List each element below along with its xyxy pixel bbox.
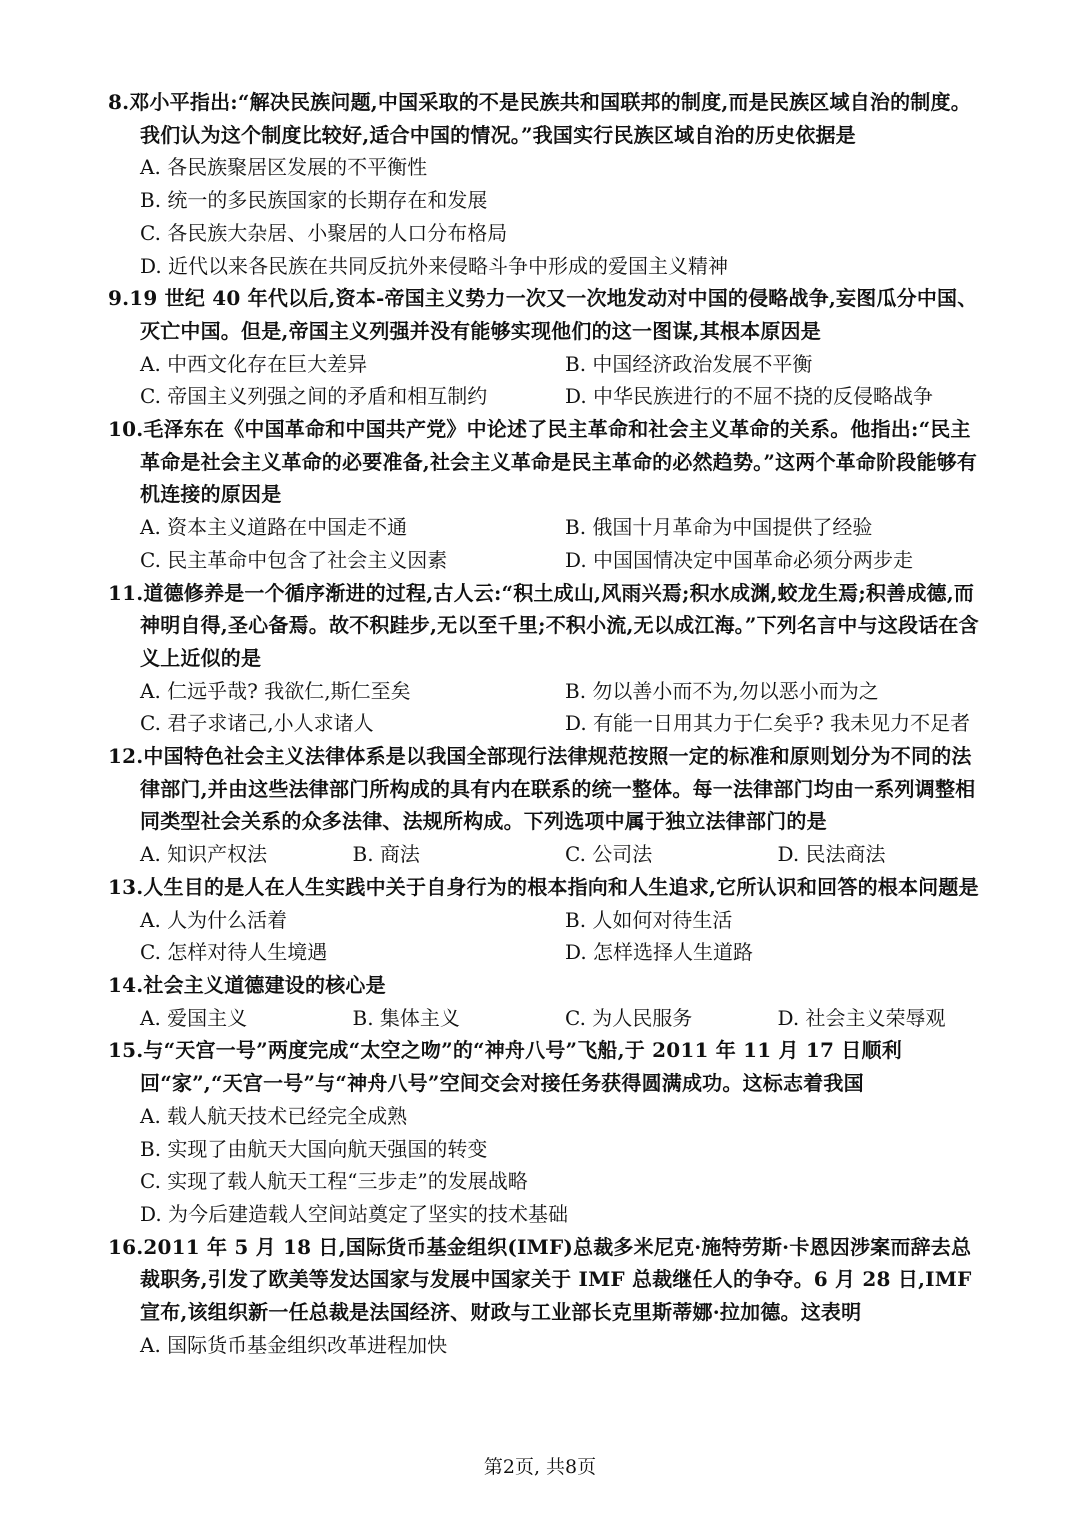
option-b: B. 勿以善小而不为,勿以恶小而为之 [565, 678, 879, 703]
question-q8 [108, 86, 990, 282]
option-b: B. 集体主义 [352, 1005, 460, 1030]
question-text: 社会主义道德建设的核心是 [143, 972, 386, 997]
question-stem [108, 86, 990, 151]
question-q14 [108, 969, 990, 1034]
option-list [108, 838, 990, 871]
question-stem [108, 577, 990, 675]
question-q9 [108, 282, 990, 413]
option-list [108, 348, 990, 413]
question-text: 毛泽东在《中国革命和中国共产党》中论述了民主革命和社会主义革命的关系。他指出:“民主革命是社会主义革命的必要准备,社会主义革命是民主革命的必然趋势。”这两个革命阶段能够有机连接的原因是 [140, 417, 978, 507]
option-list [108, 511, 990, 576]
option-a: A. 爱国主义 [140, 1005, 248, 1030]
option-d: D. 怎样选择人生道路 [565, 940, 754, 965]
question-number: 10. [108, 417, 144, 442]
option-list [108, 675, 990, 740]
option-a: A. 仁远乎哉? 我欲仁,斯仁至矣 [140, 678, 411, 703]
question-q12 [108, 740, 990, 871]
option-a: A. 中西文化存在巨大差异 [140, 351, 368, 376]
question-number: 13. [108, 874, 144, 899]
question-text: 中国特色社会主义法律体系是以我国全部现行法律规范按照一定的标准和原则划分为不同的法律部门,并由这些法律部门所构成的具有内在联系的统一整体。每一法律部门均由一系列调整相同类型社会关系的众多法律、法规所构成。下列选项中属于独立法律部门的是 [140, 744, 976, 834]
option-a: A. 各民族聚居区发展的不平衡性 [140, 155, 428, 180]
question-number: 15. [108, 1038, 144, 1063]
option-list [108, 1100, 990, 1231]
question-q13 [108, 871, 990, 969]
option-list [108, 1002, 990, 1035]
option-list [108, 1329, 990, 1362]
question-stem [108, 282, 990, 347]
question-q15 [108, 1034, 990, 1230]
question-q16 [108, 1231, 990, 1362]
option-b: B. 实现了由航天大国向航天强国的转变 [140, 1136, 488, 1161]
option-d: D. 为今后建造载人空间站奠定了坚实的技术基础 [140, 1201, 569, 1226]
question-number: 16. [108, 1234, 144, 1259]
question-number: 12. [108, 744, 144, 769]
option-b: B. 统一的多民族国家的长期存在和发展 [140, 188, 488, 213]
option-list [108, 904, 990, 969]
question-text: 人生目的是人在人生实践中关于自身行为的根本指向和人生追求,它所认识和回答的根本问题是 [143, 874, 979, 899]
option-d: D. 中国国情决定中国革命必须分两步走 [565, 547, 914, 572]
question-stem [108, 1034, 990, 1099]
option-c: C. 民主革命中包含了社会主义因素 [140, 547, 448, 572]
question-list [108, 86, 990, 1361]
option-d: D. 有能一日用其力于仁矣乎? 我未见力不足者 [565, 711, 971, 736]
option-a: A. 国际货币基金组织改革进程加快 [140, 1332, 448, 1357]
option-b: B. 中国经济政治发展不平衡 [565, 351, 813, 376]
option-b: B. 商法 [352, 842, 420, 867]
question-number: 14. [108, 972, 144, 997]
option-list [108, 151, 990, 282]
question-number: 11. [108, 580, 144, 605]
question-stem [108, 969, 990, 1002]
question-text: 道德修养是一个循序渐进的过程,古人云:“积土成山,风雨兴焉;积水成渊,蛟龙生焉;积善成德,而神明自得,圣心备焉。故不积跬步,无以至千里;不积小流,无以成江海。”下列名言中与这段话在含义上近似的是 [140, 580, 979, 670]
question-text: 19 世纪 40 年代以后,资本-帝国主义势力一次又一次地发动对中国的侵略战争,妄图瓜分中国、灭亡中国。但是,帝国主义列强并没有能够实现他们的这一图谋,其根本原因是 [129, 286, 978, 343]
question-text: 2011 年 5 月 18 日,国际货币基金组织(IMF)总裁多米尼克·施特劳斯·卡恩因涉案而辞去总裁职务,引发了欧美等发达国家与发展中国家关于 IMF 总裁继任人的争夺。6 月 28 日,IMF 宣布,该组织新一任总裁是法国经济、财政与工业部长克里斯蒂娜·拉加德。这表明 [140, 1234, 972, 1325]
option-d: D. 社会主义荣辱观 [777, 1005, 946, 1030]
option-a: A. 载人航天技术已经完全成熟 [140, 1103, 408, 1128]
option-a: A. 人为什么活着 [140, 907, 288, 932]
question-stem [108, 740, 990, 838]
question-stem [108, 413, 990, 511]
option-d: D. 近代以来各民族在共同反抗外来侵略斗争中形成的爱国主义精神 [140, 253, 729, 278]
question-number: 8. [108, 90, 130, 114]
option-c: C. 实现了载人航天工程“三步走”的发展战略 [140, 1169, 528, 1194]
option-d: D. 中华民族进行的不屈不挠的反侵略战争 [565, 384, 934, 409]
option-d: D. 民法商法 [777, 842, 886, 867]
question-q11 [108, 577, 990, 741]
option-c: C. 帝国主义列强之间的矛盾和相互制约 [140, 384, 488, 409]
question-text: 邓小平指出:“解决民族问题,中国采取的不是民族共和国联邦的制度,而是民族区域自治的制度。我们认为这个制度比较好,适合中国的情况。”我国实行民族区域自治的历史依据是 [129, 90, 971, 147]
option-c: C. 为人民服务 [565, 1005, 693, 1030]
option-c: C. 君子求诸己,小人求诸人 [140, 711, 374, 736]
question-q10 [108, 413, 990, 577]
option-a: A. 知识产权法 [140, 842, 268, 867]
question-number: 9. [108, 286, 130, 311]
page-footer: 第2页, 共8页 [483, 1456, 597, 1478]
option-b: B. 人如何对待生活 [565, 907, 733, 932]
option-c: C. 怎样对待人生境遇 [140, 940, 328, 965]
question-text: 与“天宫一号”两度完成“太空之吻”的“神舟八号”飞船,于 2011 年 11 月 17 日顺利回“家”,“天宫一号”与“神舟八号”空间交会对接任务获得圆满成功。这标志着我国 [140, 1038, 902, 1096]
question-stem [108, 1231, 990, 1329]
question-stem [108, 871, 990, 904]
option-a: A. 资本主义道路在中国走不通 [140, 515, 408, 540]
option-c: C. 各民族大杂居、小聚居的人口分布格局 [140, 220, 508, 245]
option-c: C. 公司法 [565, 842, 653, 867]
option-b: B. 俄国十月革命为中国提供了经验 [565, 515, 873, 540]
